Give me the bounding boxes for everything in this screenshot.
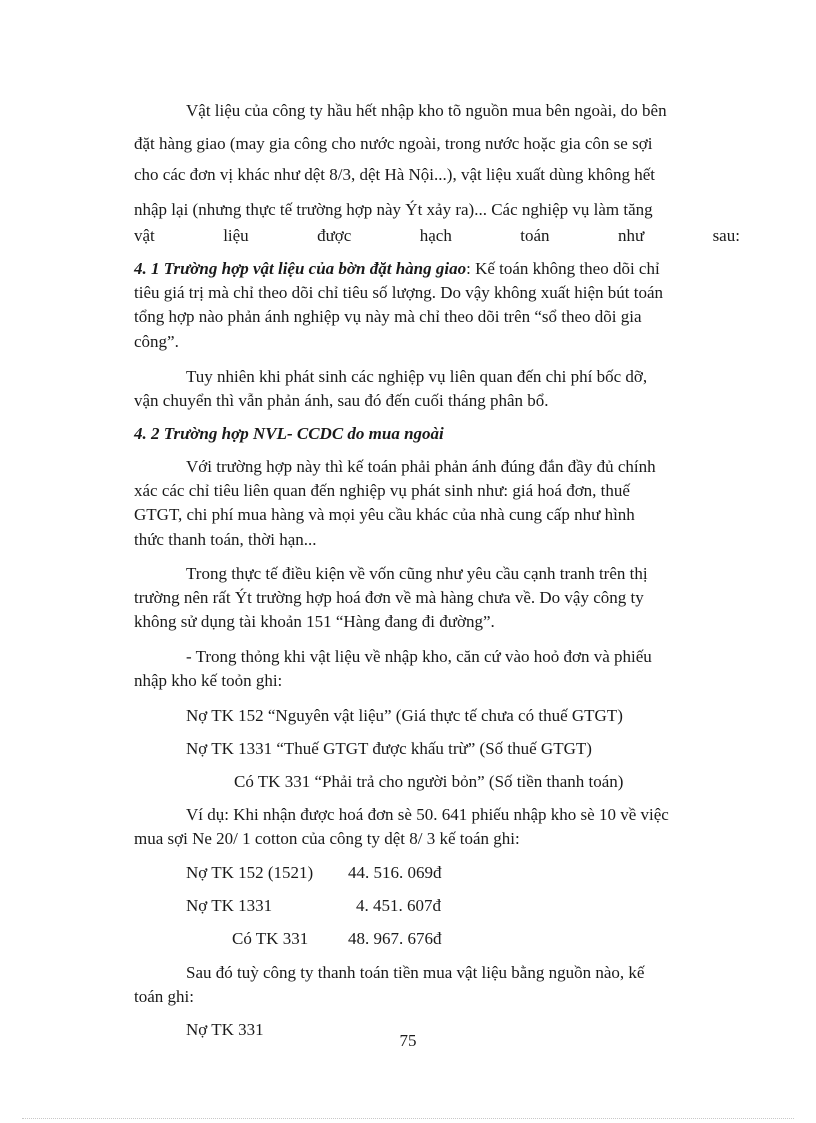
text-line: Trong thực tế điều kiện về vốn cũng như yêu cầu cạnh tranh trên thị: [186, 564, 648, 583]
text-line: nhập lại (nhưng thực tế trường hợp này Ýt xảy ra)... Các nghiệp vụ làm tăng: [134, 200, 653, 219]
example-amount: 44. 516. 069đ: [348, 863, 442, 882]
example-account: Nợ TK 152 (1521): [186, 863, 314, 882]
section-42-heading: 4. 2 Trường hợp NVL- CCDC do mua ngoài: [134, 424, 444, 443]
example-amount: 48. 967. 676đ: [348, 929, 442, 948]
word: toán: [520, 226, 550, 245]
word: như: [617, 226, 645, 245]
text-line: đặt hàng giao (may gia công cho nước ngoài, trong nước hoặc gia côn se sợi: [134, 134, 653, 153]
journal-entry: Nợ TK 152 “Nguyên vật liệu” (Giá thực tế chưa có thuế GTGT): [186, 706, 623, 725]
journal-entry: Nợ TK 1331 “Thuế GTGT được khấu trừ” (Số thuế GTGT): [186, 739, 592, 758]
word: vật: [134, 226, 155, 245]
text-line: công”.: [134, 332, 179, 351]
text-line: không sử dụng tài khoản 151 “Hàng đang đi đường”.: [134, 612, 495, 631]
footer-divider: [22, 1118, 794, 1119]
page-number: 75: [399, 1031, 417, 1050]
text-line: tổng hợp nào phản ánh nghiệp vụ này mà chỉ theo dõi trên “sổ theo dõi gia: [134, 307, 642, 326]
text-line: GTGT, chi phí mua hàng và mọi yêu cầu khác của nhà cung cấp như hình: [134, 505, 635, 524]
word: sau:: [712, 226, 740, 245]
text-line: xác các chỉ tiêu liên quan đến nghiệp vụ phát sinh như: giá hoá đơn, thuế: [134, 481, 630, 500]
text-line: mua sợi Ne 20/ 1 cotton của công ty dệt 8/ 3 kế toán ghi:: [134, 829, 520, 848]
text-line: vận chuyển thì vẫn phản ánh, sau đó đến cuối tháng phân bổ.: [134, 391, 549, 410]
section-41-line: [134, 258, 740, 280]
text-line: tiêu giá trị mà chỉ theo dõi chỉ tiêu số lượng. Do vậy không xuất hiện bút toán: [134, 283, 664, 302]
word: liệu: [223, 226, 249, 245]
text-line: Tuy nhiên khi phát sinh các nghiệp vụ liên quan đến chi phí bốc dỡ,: [186, 367, 648, 386]
word: được: [317, 226, 352, 245]
example-account: Nợ TK 1331: [186, 896, 273, 915]
journal-entry: Có TK 331 “Phải trả cho người bỏn” (Số tiền thanh toán): [234, 772, 624, 791]
text-line: thức thanh toán, thời hạn...: [134, 530, 317, 549]
section-41-text: : Kế toán không theo dõi chỉ: [466, 259, 660, 278]
text-line: trường nên rất Ýt trường hợp hoá đơn về mà hàng chưa về. Do vậy công ty: [134, 588, 644, 607]
text-line: Sau đó tuỳ công ty thanh toán tiền mua vật liệu bằng nguồn nào, kế: [186, 963, 645, 982]
example-account: Có TK 331: [232, 929, 309, 948]
text-line: Với trường hợp này thì kế toán phải phản ánh đúng đắn đầy đủ chính: [186, 457, 656, 476]
text-line: Nợ TK 331: [186, 1020, 264, 1039]
text-line: Vật liệu của công ty hầu hết nhập kho tõ nguồn mua bên ngoài, do bên: [186, 101, 667, 120]
text-line: toán ghi:: [134, 987, 194, 1006]
text-line: - Trong thỏng khi vật liệu về nhập kho, căn cứ vào hoỏ đơn và phiếu: [186, 647, 652, 666]
text-line: nhập kho kế toỏn ghi:: [134, 671, 283, 690]
section-41-heading: 4. 1 Trường hợp vật liệu của bờn đặt hàng giao: [134, 259, 467, 278]
example-amount: 4. 451. 607đ: [356, 896, 441, 915]
text-line: Ví dụ: Khi nhận được hoá đơn sè 50. 641 phiếu nhập kho sè 10 về việc: [186, 805, 669, 824]
justified-line: [134, 225, 740, 247]
text-line: cho các đơn vị khác như dệt 8/3, dệt Hà Nội...), vật liệu xuất dùng không hết: [134, 165, 655, 184]
word: hạch: [419, 226, 452, 245]
